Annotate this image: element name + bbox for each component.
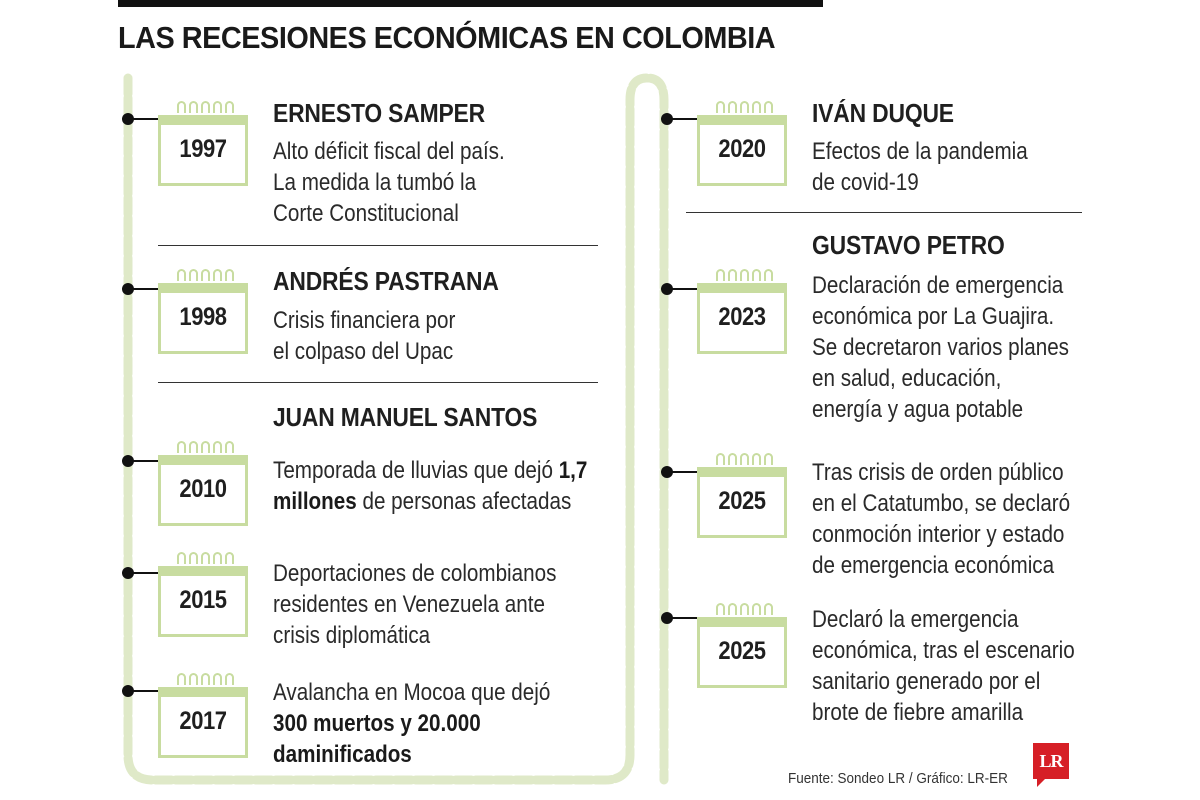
source-credit: Fuente: Sondeo LR / Gráfico: LR-ER [788,770,1008,787]
divider [158,382,598,383]
year-label: 2010 [179,475,227,503]
president-name: JUAN MANUEL SANTOS [273,402,538,432]
page-title: LAS RECESIONES ECONÓMICAS EN COLOMBIA [118,20,776,55]
year-label: 2015 [179,586,227,614]
calendar-icon [158,566,248,637]
calendar-icon [158,687,248,758]
year-label: 2017 [179,707,227,735]
year-label: 1998 [179,303,227,331]
recession-description: Efectos de la pandemia de covid-19 [812,138,1028,196]
calendar-icon [697,115,787,186]
divider [158,245,598,246]
lr-logo: LR [1033,743,1069,779]
calendar-icon [158,115,248,186]
year-label: 2025 [718,637,766,665]
year-label: 2023 [718,303,766,331]
recession-description: Temporada de lluvias que dejó 1,7 millones de personas afectadas [273,457,588,515]
president-name: ERNESTO SAMPER [273,98,485,128]
recession-description: Deportaciones de colombianos residentes en Venezuela ante crisis diplomática [273,560,557,649]
calendar-icon [697,467,787,538]
year-label: 2025 [718,487,766,515]
calendar-icon [158,455,248,526]
recession-description: Avalancha en Mocoa que dejó 300 muertos y 20.000 daminificados [273,679,551,768]
recession-description: Tras crisis de orden público en el Catatumbo, se declaró conmoción interior y estado de emergencia económica [812,459,1071,579]
divider [686,212,1082,213]
calendar-icon [158,283,248,354]
calendar-icon [697,617,787,688]
calendar-icon [697,283,787,354]
year-label: 2020 [718,135,766,163]
recession-description: Declaración de emergencia económica por La Guajira. Se decretaron varios planes en salud, educación, energía y agua potable [812,272,1070,423]
president-name: ANDRÉS PASTRANA [273,266,499,296]
recession-description: Declaró la emergencia económica, tras el escenario sanitario generado por el brote de fiebre amarilla [812,606,1075,726]
recession-description: Crisis financiera por el colpaso del Upac [273,307,456,365]
year-label: 1997 [179,135,227,163]
president-name: IVÁN DUQUE [812,98,954,128]
president-name: GUSTAVO PETRO [812,230,1005,260]
recession-description: Alto déficit fiscal del país. La medida la tumbó la Corte Constitucional [273,138,505,227]
